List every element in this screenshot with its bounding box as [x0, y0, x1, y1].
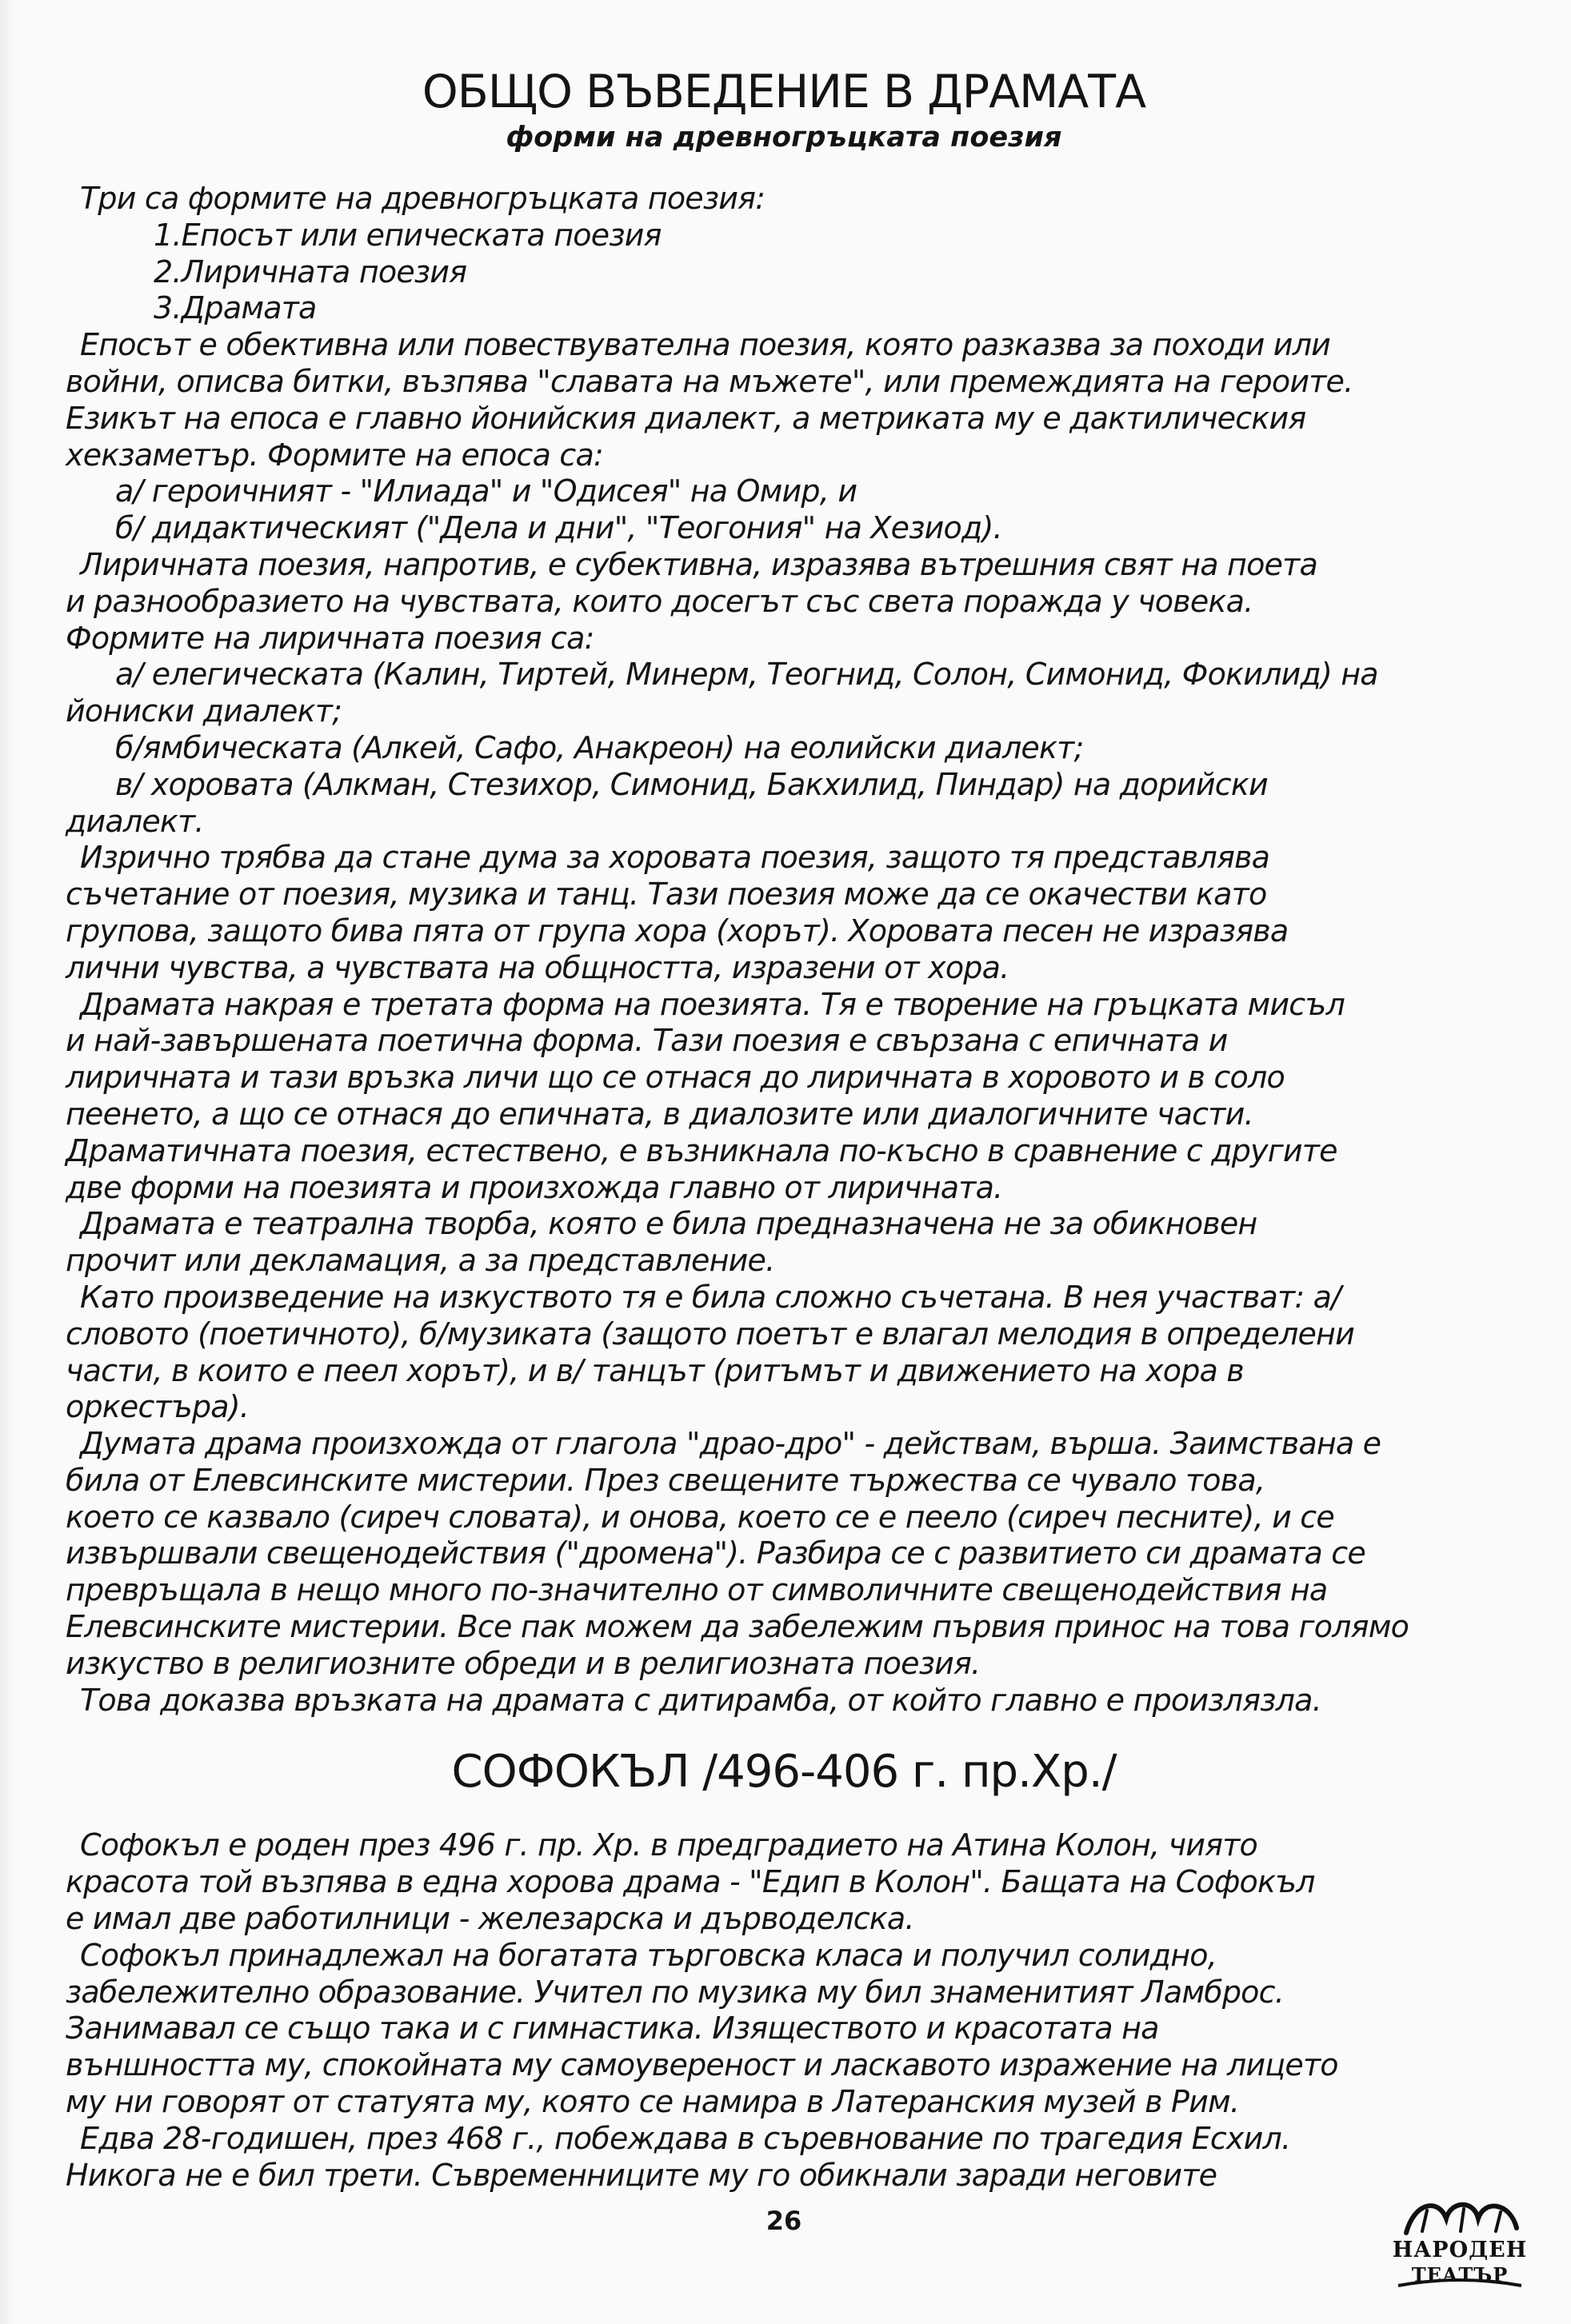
text-line: и разнообразието на чувствата, които досегът със света поражда у човека.	[66, 583, 1253, 619]
text-line: изкуство в религиозните обреди и в религиозната поезия.	[66, 1645, 981, 1681]
text-line: му ни говорят от статуята му, която се намира в Латеранския музей в Рим.	[66, 2084, 1240, 2120]
text-line: Лиричната поезия, напротив, е субективна, изразява вътрешния свят на поета	[80, 546, 1317, 582]
logo-text-line-1: НАРОДЕН	[1392, 2238, 1528, 2262]
text-line: лиричната и тази връзка личи що се отнася до лиричната в хоровото и в соло	[66, 1060, 1285, 1096]
page-subtitle: форми на древногръцката поезия	[506, 122, 1062, 154]
text-line: Изрично трябва да стане дума за хоровата поезия, защото тя представлява	[80, 840, 1270, 876]
text-line: което се казвало (сиреч словата), и онова, което се е пеело (сиреч песните), и се	[66, 1499, 1334, 1535]
page-number: 26	[766, 2206, 802, 2236]
text-line: Елевсинските мистерии. Все пак можем да забележим първия принос на това голямо	[66, 1609, 1409, 1645]
text-line: Драмата накрая е третата форма на поезията. Тя е творение на гръцката мисъл	[80, 986, 1345, 1022]
text-line: превръщала в нещо много по-значително от символичните свещенодействия на	[66, 1572, 1328, 1608]
text-line: Драматичната поезия, естествено, е възникнала по-късно в сравнение с другите	[66, 1132, 1337, 1168]
text-line: Никога не е бил трети. Съвременниците му го обикнали заради неговите	[66, 2157, 1217, 2193]
logo-text-line-2: ТЕАТЪР	[1411, 2263, 1509, 2286]
text-line: Софокъл принадлежал на богатата търговска класа и получил солидно,	[80, 1937, 1217, 1973]
text-line: а/ героичният - "Илиада" и "Одисея" на Омир, и	[115, 473, 857, 509]
text-line: прочит или декламация, а за представление.	[66, 1243, 775, 1279]
page-title: ОБЩО ВЪВЕДЕНИЕ В ДРАМАТА	[422, 66, 1146, 118]
text-line: забележително образование. Учител по музика му бил знаменитият Ламброс.	[66, 1974, 1284, 2010]
text-line: и най-завършената поетична форма. Тази поезия е свързана с епичната и	[66, 1023, 1228, 1059]
page-content	[66, 64, 1502, 2194]
text-line: словото (поетичното), б/музиката (защото поетът е влагал мелодия в определени	[66, 1316, 1354, 1352]
text-line: извършвали свещенодействия ("дромена"). Разбира се с развитието си драмата се	[66, 1535, 1365, 1571]
text-line: Формите на лиричната поезия са:	[66, 620, 594, 656]
text-line: Думата драма произхожда от глагола "драо-дро" - действам, върша. Заимствана е	[80, 1426, 1381, 1462]
text-line: а/ елегическата (Калин, Тиртей, Минерм, Теогнид, Солон, Симонид, Фокилид) на	[115, 657, 1378, 693]
text-line: Едва 28-годишен, през 468 г., побеждава в съревнование по трагедия Есхил.	[80, 2120, 1291, 2156]
text-line: Епосът е обективна или повествувателна поезия, която разказва за походи или	[80, 327, 1331, 363]
text-line: б/ямбическата (Алкей, Сафо, Анакреон) на еолийски диалект;	[115, 729, 1084, 765]
text-line: групова, защото бива пята от група хора (хорът). Хоровата песен не изразява	[66, 912, 1289, 948]
text-line: хекзаметър. Формите на епоса са:	[66, 437, 603, 473]
text-line: Като произведение на изкуството тя е била сложно съчетана. В нея участват: а/	[80, 1279, 1341, 1315]
national-theatre-logo	[1390, 2194, 1529, 2289]
text-line: 1.Епосът или епическата поезия	[154, 217, 662, 253]
text-line: Драмата е театрална творба, която е била предназначена не за обикновен	[80, 1206, 1257, 1242]
text-line: външността му, спокойната му самоувереност и ласкавото изражение на лицето	[66, 2047, 1338, 2083]
text-line: диалект.	[66, 803, 204, 839]
text-line: Езикът на епоса е главно йонийския диалект, а метриката му е дактилическия	[66, 400, 1306, 436]
text-line: 2.Лиричната поезия	[154, 254, 467, 290]
text-line: войни, описва битки, възпява "славата на мъжете", или премеждията на героите.	[66, 363, 1353, 399]
drama-introduction-text	[66, 181, 1502, 1719]
text-line: б/ дидактическият ("Дела и дни", "Теогония" на Хезиод).	[115, 510, 1002, 546]
text-line: Три са формите на древногръцката поезия:	[80, 181, 766, 216]
text-line: Занимавал се също така и с гимнастика. Изяществото и красотата на	[66, 2011, 1159, 2046]
text-line: Това доказва връзката на драмата с дитирамба, от който главно е произлязла.	[80, 1682, 1321, 1718]
text-line: части, в които е пеел хорът), и в/ танцът (ритъмът и движението на хора в	[66, 1352, 1244, 1388]
text-line: била от Елевсинските мистерии. През свещените тържества се чувало това,	[66, 1462, 1265, 1498]
section-title-sophocles: СОФОКЪЛ /496-406 г. пр.Хр./	[451, 1746, 1117, 1799]
text-line: две форми на поезията и произхожда главно от лиричната.	[66, 1169, 1003, 1205]
text-line: Софокъл е роден през 496 г. пр. Хр. в предградието на Атина Колон, чиято	[80, 1827, 1257, 1863]
text-line: 3.Драмата	[154, 290, 317, 326]
text-line: йониски диалект;	[66, 693, 342, 729]
text-line: лични чувства, а чувствата на общността, изразени от хора.	[66, 949, 1009, 985]
sophocles-biography-text	[66, 1827, 1502, 2194]
text-line: съчетание от поезия, музика и танц. Тази поезия може да се окачестви като	[66, 876, 1267, 912]
text-line: оркестъра).	[66, 1389, 250, 1425]
text-line: пеенето, а що се отнася до епичната, в диалозите или диалогичните части.	[66, 1096, 1253, 1132]
text-line: красота той възпява в една хорова драма - "Едип в Колон". Бащата на Софокъл	[66, 1864, 1315, 1900]
text-line: в/ хоровата (Алкман, Стезихор, Симонид, Бакхилид, Пиндар) на дорийски	[115, 766, 1268, 802]
text-line: е имал две работилници - железарска и дърводелска.	[66, 1901, 914, 1937]
